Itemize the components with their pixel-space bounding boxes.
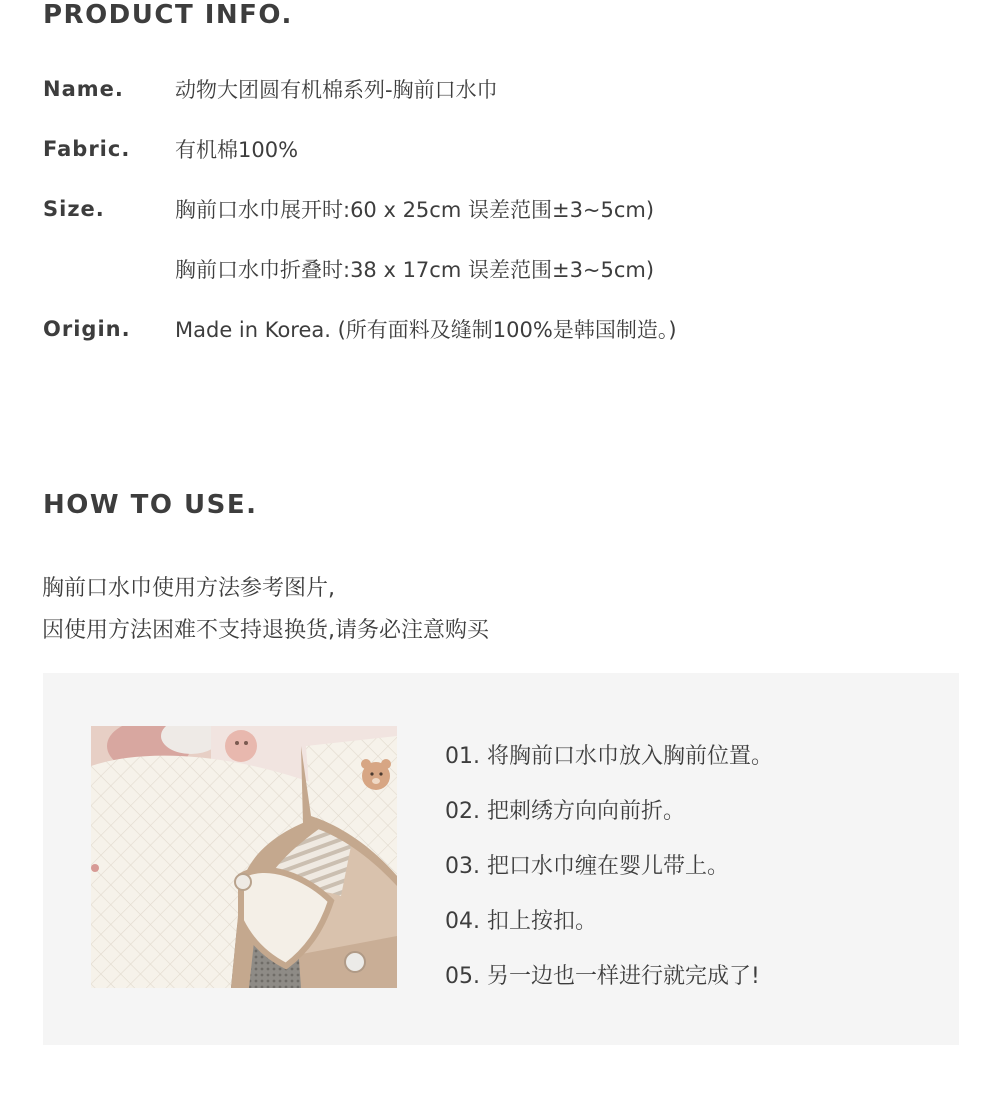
usage-step: 04. 扣上按扣。 [445, 909, 597, 934]
info-value: 胸前口水巾展开时:60 x 25cm 误差范围±3~5cm) [175, 198, 655, 222]
usage-note-line: 因使用方法困难不支持退换货,请务必注意购买 [42, 618, 489, 643]
info-label: Origin. [43, 317, 131, 341]
info-label: Fabric. [43, 137, 131, 161]
usage-panel [43, 673, 959, 1045]
info-value: 动物大团圆有机棉系列-胸前口水巾 [175, 78, 498, 102]
info-row-origin [43, 309, 677, 349]
info-row-size [43, 189, 654, 229]
info-value: 有机棉100% [175, 138, 299, 162]
usage-step: 02. 把刺绣方向向前折。 [445, 799, 685, 824]
how-to-use-heading: HOW TO USE. [43, 490, 258, 520]
usage-step: 05. 另一边也一样进行就完成了! [445, 964, 760, 989]
product-info-heading: PRODUCT INFO. [43, 0, 293, 30]
info-value: Made in Korea. (所有面料及缝制100%是韩国制造。) [175, 318, 677, 342]
info-row-size-folded [43, 249, 654, 289]
info-label: Name. [43, 77, 124, 101]
usage-note-line: 胸前口水巾使用方法参考图片, [42, 576, 335, 601]
info-value: 胸前口水巾折叠时:38 x 17cm 误差范围±3~5cm) [175, 258, 655, 282]
info-row-name [43, 69, 498, 109]
usage-step: 01. 将胸前口水巾放入胸前位置。 [445, 744, 773, 769]
info-row-fabric [43, 129, 298, 169]
usage-step: 03. 把口水巾缠在婴儿带上。 [445, 854, 729, 879]
info-label: Size. [43, 197, 105, 221]
product-photo [91, 726, 397, 988]
